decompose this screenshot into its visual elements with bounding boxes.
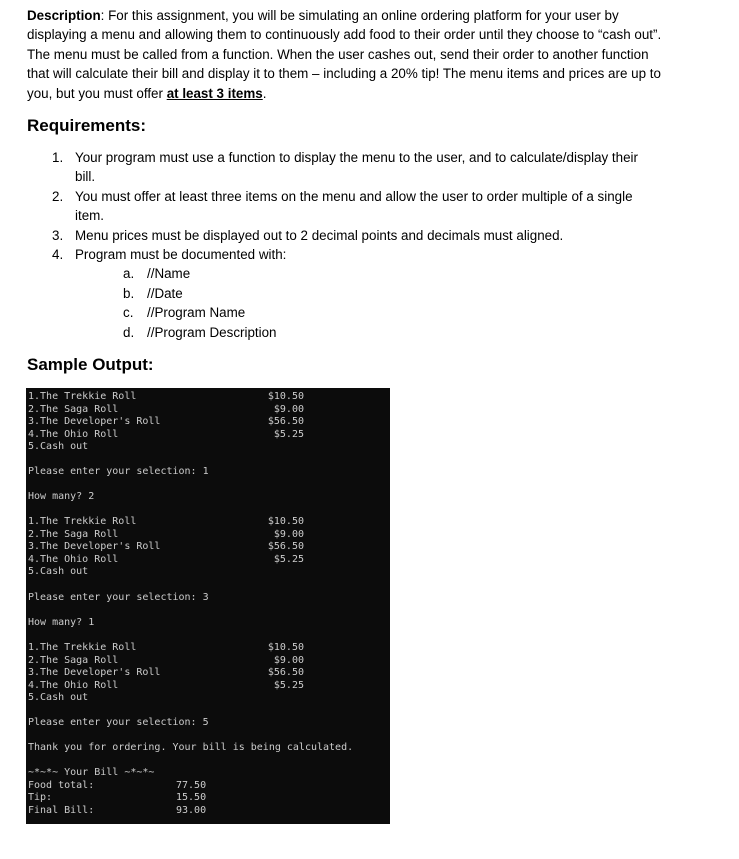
thank-you-message: Thank you for ordering. Your bill is being calculated. (28, 742, 354, 753)
menu-line: 2.The Saga Roll (28, 654, 119, 666)
requirement-text: You must offer at least three items on the menu and allow the user to order multiple of a single item. (75, 188, 633, 224)
sub-item-text: //Program Name (147, 305, 246, 321)
menu-line: 4.The Ohio Roll (28, 428, 119, 440)
menu-line: 5.Cash out (28, 441, 89, 452)
sub-item (123, 264, 658, 283)
menu-line: 3.The Developer's Roll (28, 541, 161, 552)
quantity-prompt: How many? 1 (28, 617, 95, 628)
requirement-number: 4. (52, 247, 64, 263)
menu-price: $10.50 (267, 642, 304, 653)
requirement-text: Your program must use a function to display the menu to the user, and to calculate/display their bill. (75, 150, 638, 185)
sub-item (123, 284, 658, 303)
menu-price: $9.00 (273, 403, 304, 415)
menu-line: 3.The Developer's Roll (28, 416, 161, 427)
sub-item-letter: a. (123, 266, 135, 282)
requirement-item (48, 245, 658, 342)
bill-value: 15.50 (176, 792, 207, 803)
sub-item (123, 323, 658, 342)
description-emphasis: at least 3 items (166, 85, 263, 101)
sub-item-letter: c. (123, 305, 134, 321)
bill-value: 93.00 (176, 804, 207, 816)
menu-line: 5.Cash out (28, 692, 89, 703)
requirement-number: 1. (52, 150, 64, 165)
description-text: : For this assignment, you will be simulating an online ordering platform for your user by displaying a menu and allowing them to continuously add food to their order until they choose to “cash out”. The menu must be called from a function. When the user cashes out, send their order to another function that will calculate their bill and display it to them – including a 20% tip! The menu items and prices are up to you, but you must offer (27, 8, 662, 101)
bill-label: Tip: (28, 792, 53, 803)
description-label: Description (27, 8, 101, 23)
menu-price: $9.00 (273, 654, 304, 666)
bill-label: Food total: (28, 779, 95, 791)
menu-price: $5.25 (273, 428, 304, 440)
sub-item-letter: b. (123, 285, 135, 301)
selection-prompt: Please enter your selection: 3 (28, 592, 209, 603)
menu-line: 1.The Trekkie Roll (28, 391, 137, 402)
menu-line: 2.The Saga Roll (28, 403, 119, 415)
requirement-item (48, 226, 658, 245)
requirement-text: Menu prices must be displayed out to 2 decimal points and decimals must aligned. (75, 227, 564, 243)
sub-item-letter: d. (123, 324, 135, 340)
menu-price: $5.25 (273, 553, 304, 565)
menu-line: 5.Cash out (28, 566, 89, 577)
menu-price: $56.50 (267, 541, 304, 552)
menu-line: 3.The Developer's Roll (28, 667, 161, 678)
menu-line: 4.The Ohio Roll (28, 679, 119, 691)
menu-price: $56.50 (267, 667, 304, 678)
menu-line: 1.The Trekkie Roll (28, 642, 137, 653)
quantity-prompt: How many? 2 (28, 491, 95, 502)
menu-line: 4.The Ohio Roll (28, 553, 119, 565)
menu-price: $10.50 (267, 516, 304, 527)
selection-prompt: Please enter your selection: 1 (28, 466, 209, 477)
sub-item-text: //Program Description (147, 324, 277, 340)
menu-price: $10.50 (267, 391, 304, 402)
menu-line: 2.The Saga Roll (28, 528, 119, 540)
menu-price: $9.00 (273, 528, 304, 540)
requirement-item (48, 148, 658, 187)
sub-item-text: //Name (147, 266, 191, 282)
bill-title: ~*~*~ Your Bill ~*~*~ (28, 767, 155, 778)
documentation-sublist (75, 264, 658, 342)
menu-price: $56.50 (267, 416, 304, 427)
bill-value: 77.50 (176, 779, 207, 791)
requirement-number: 2. (52, 188, 64, 204)
requirement-item (48, 187, 658, 226)
menu-price: $5.25 (273, 679, 304, 691)
selection-prompt: Please enter your selection: 5 (28, 717, 209, 728)
description-paragraph (27, 6, 667, 103)
sub-item (123, 303, 658, 322)
console-screenshot (26, 388, 390, 824)
bill-label: Final Bill: (28, 804, 95, 816)
requirement-number: 3. (52, 227, 64, 243)
sub-item-text: //Date (147, 285, 183, 301)
requirements-heading: Requirements: (27, 116, 147, 135)
menu-line: 1.The Trekkie Roll (28, 516, 137, 527)
sample-output-heading: Sample Output: (27, 355, 154, 374)
description-end: . (262, 85, 267, 101)
requirement-text: Program must be documented with: (75, 247, 287, 263)
requirements-list (48, 148, 658, 342)
